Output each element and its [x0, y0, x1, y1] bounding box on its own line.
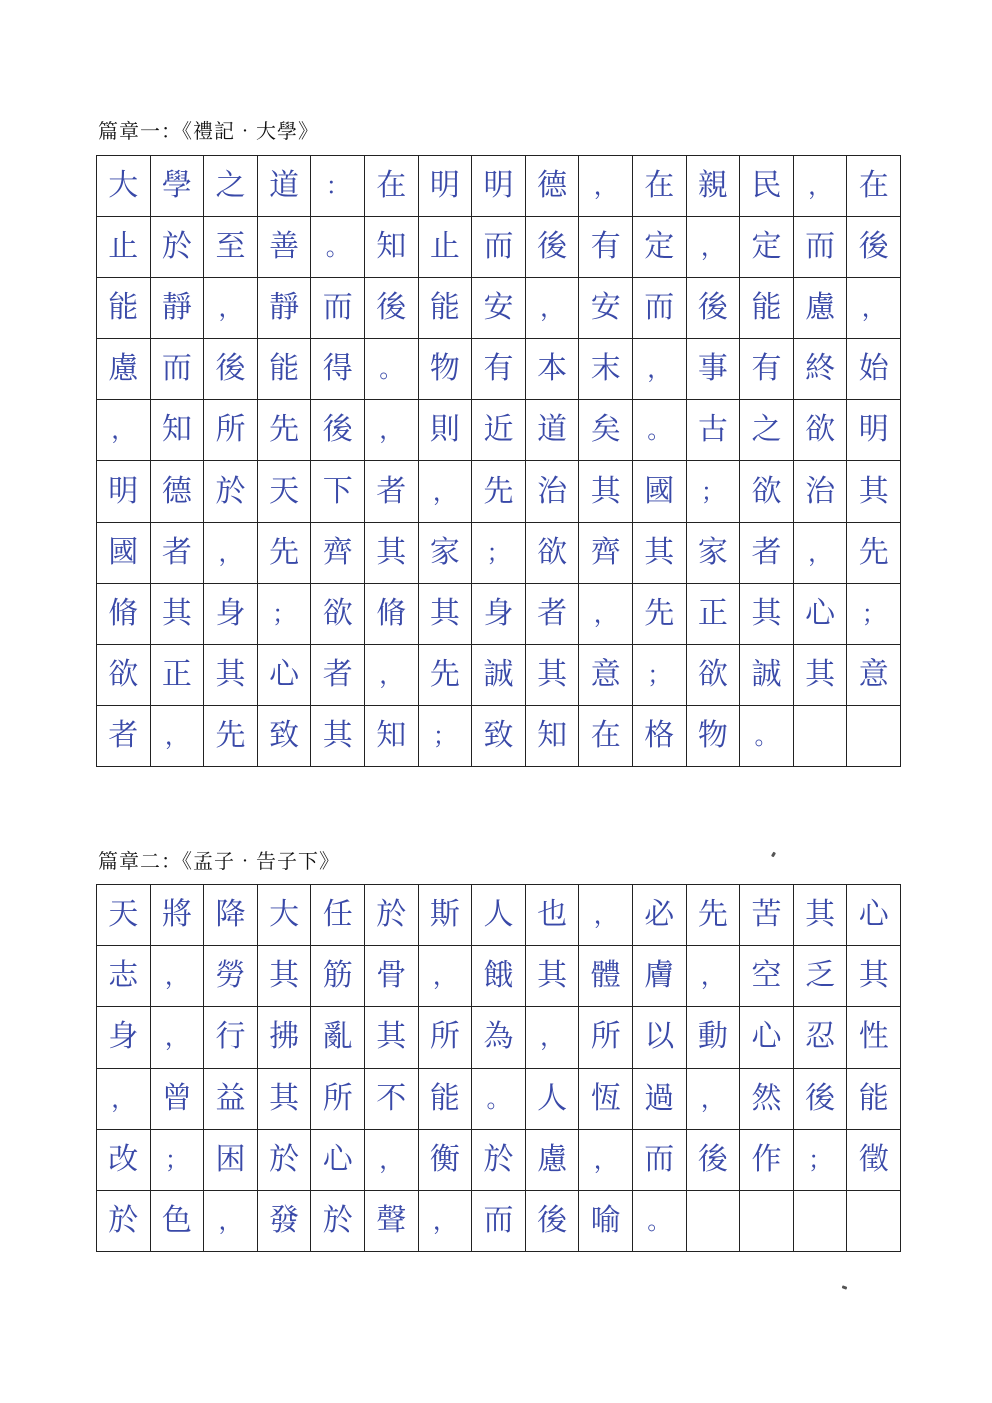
grid-cell: 在 — [579, 706, 633, 767]
grid-cell: 身 — [472, 584, 526, 645]
grid-cell: ， — [847, 278, 901, 339]
grid-cell: ， — [579, 156, 633, 217]
grid-cell: 任 — [311, 885, 365, 946]
grid-cell: 而 — [633, 1130, 687, 1191]
grid-cell: 在 — [633, 156, 687, 217]
grid-cell: ， — [419, 461, 473, 522]
grid-cell: 明 — [419, 156, 473, 217]
grid-cell: 。 — [633, 1191, 687, 1252]
grid-cell: 古 — [687, 400, 741, 461]
grid-cell: ， — [794, 156, 848, 217]
grid-cell: ， — [204, 278, 258, 339]
grid-cell: ； — [794, 1130, 848, 1191]
grid-cell: 格 — [633, 706, 687, 767]
grid-cell: 於 — [365, 885, 419, 946]
grid-cell: 其 — [419, 584, 473, 645]
grid-cell: ， — [151, 946, 205, 1007]
grid-cell: 性 — [847, 1007, 901, 1068]
grid-cell: ， — [687, 946, 741, 1007]
grid-cell: 能 — [847, 1069, 901, 1130]
grid-cell: 末 — [579, 339, 633, 400]
grid-cell: 能 — [97, 278, 151, 339]
grid-cell: 德 — [526, 156, 580, 217]
grid-cell: ， — [204, 523, 258, 584]
grid-cell: 心 — [794, 584, 848, 645]
grid-cell: 其 — [151, 584, 205, 645]
grid-cell: 不 — [365, 1069, 419, 1130]
grid-cell: 道 — [258, 156, 312, 217]
grid-cell: 必 — [633, 885, 687, 946]
grid-cell: 終 — [794, 339, 848, 400]
grid-cell: 其 — [579, 461, 633, 522]
grid-cell: 知 — [365, 706, 419, 767]
grid-cell: 止 — [97, 217, 151, 278]
grid-cell: 心 — [311, 1130, 365, 1191]
grid-cell: 明 — [97, 461, 151, 522]
grid-cell: 所 — [419, 1007, 473, 1068]
grid-cell: 者 — [526, 584, 580, 645]
grid-cell: ， — [204, 1191, 258, 1252]
grid-cell: 於 — [151, 217, 205, 278]
grid-cell: 而 — [311, 278, 365, 339]
grid-cell: 而 — [794, 217, 848, 278]
grid-cell: 先 — [204, 706, 258, 767]
grid-cell: 。 — [365, 339, 419, 400]
grid-cell: 物 — [419, 339, 473, 400]
grid-cell — [740, 1191, 794, 1252]
grid-cell: 有 — [579, 217, 633, 278]
grid-cell: 至 — [204, 217, 258, 278]
grid-cell: 定 — [633, 217, 687, 278]
grid-cell — [687, 1191, 741, 1252]
grid-cell: 德 — [151, 461, 205, 522]
grid-cell: 過 — [633, 1069, 687, 1130]
grid-cell: 始 — [847, 339, 901, 400]
section-2-title: 篇章二：《孟子‧告子下》 — [98, 849, 340, 873]
grid-cell: 而 — [151, 339, 205, 400]
grid-cell: 於 — [311, 1191, 365, 1252]
grid-cell: 致 — [472, 706, 526, 767]
grid-cell: 慮 — [97, 339, 151, 400]
grid-cell — [847, 1191, 901, 1252]
grid-cell: ， — [365, 645, 419, 706]
grid-cell: 安 — [579, 278, 633, 339]
grid-cell: 物 — [687, 706, 741, 767]
grid-cell: ， — [687, 217, 741, 278]
grid-cell: 衡 — [419, 1130, 473, 1191]
grid-cell: 所 — [311, 1069, 365, 1130]
grid-cell: 天 — [258, 461, 312, 522]
grid-cell: ， — [97, 1069, 151, 1130]
grid-cell: 明 — [847, 400, 901, 461]
grid-cell: 先 — [258, 523, 312, 584]
grid-cell: 後 — [526, 217, 580, 278]
grid-cell: 本 — [526, 339, 580, 400]
grid-cell: 空 — [740, 946, 794, 1007]
grid-cell: 志 — [97, 946, 151, 1007]
grid-cell: 能 — [258, 339, 312, 400]
grid-cell: 者 — [365, 461, 419, 522]
grid-cell: 學 — [151, 156, 205, 217]
grid-cell: 餓 — [472, 946, 526, 1007]
grid-cell: 知 — [526, 706, 580, 767]
grid-cell — [794, 1191, 848, 1252]
section-2-grid — [96, 884, 901, 1252]
grid-cell: 者 — [311, 645, 365, 706]
grid-cell: 欲 — [526, 523, 580, 584]
grid-cell: ， — [579, 1130, 633, 1191]
grid-cell: 苦 — [740, 885, 794, 946]
grid-cell: 誠 — [740, 645, 794, 706]
grid-cell: 欲 — [794, 400, 848, 461]
grid-cell: 而 — [472, 1191, 526, 1252]
grid-cell: 曾 — [151, 1069, 205, 1130]
paper-speck — [842, 1285, 848, 1290]
grid-cell: 欲 — [97, 645, 151, 706]
grid-cell: 在 — [847, 156, 901, 217]
grid-cell: 其 — [258, 1069, 312, 1130]
grid-cell: 於 — [472, 1130, 526, 1191]
grid-cell: 其 — [311, 706, 365, 767]
grid-cell: 而 — [633, 278, 687, 339]
grid-cell: 恆 — [579, 1069, 633, 1130]
grid-cell: 身 — [204, 584, 258, 645]
grid-cell: 意 — [579, 645, 633, 706]
grid-cell: 。 — [633, 400, 687, 461]
grid-cell: 正 — [687, 584, 741, 645]
grid-cell: ； — [472, 523, 526, 584]
grid-cell: 骨 — [365, 946, 419, 1007]
grid-cell: 止 — [419, 217, 473, 278]
grid-cell: ： — [311, 156, 365, 217]
grid-cell: 拂 — [258, 1007, 312, 1068]
grid-cell: 能 — [419, 278, 473, 339]
grid-cell: 近 — [472, 400, 526, 461]
grid-cell: 大 — [97, 156, 151, 217]
grid-cell: 其 — [526, 946, 580, 1007]
grid-cell: 色 — [151, 1191, 205, 1252]
grid-cell: 天 — [97, 885, 151, 946]
grid-cell: 後 — [847, 217, 901, 278]
grid-cell: 作 — [740, 1130, 794, 1191]
grid-cell: ； — [419, 706, 473, 767]
grid-cell: 事 — [687, 339, 741, 400]
grid-cell: 也 — [526, 885, 580, 946]
grid-cell: 其 — [794, 645, 848, 706]
grid-cell: 益 — [204, 1069, 258, 1130]
grid-cell: 能 — [740, 278, 794, 339]
grid-cell: 將 — [151, 885, 205, 946]
grid-cell: 然 — [740, 1069, 794, 1130]
grid-cell: 先 — [419, 645, 473, 706]
grid-cell: 後 — [311, 400, 365, 461]
grid-cell: 之 — [204, 156, 258, 217]
grid-cell: ， — [526, 1007, 580, 1068]
grid-cell: 困 — [204, 1130, 258, 1191]
grid-cell: 慮 — [526, 1130, 580, 1191]
grid-cell: ， — [151, 1007, 205, 1068]
grid-cell: 慮 — [794, 278, 848, 339]
grid-cell: 。 — [472, 1069, 526, 1130]
grid-cell: 大 — [258, 885, 312, 946]
grid-cell: ， — [794, 523, 848, 584]
grid-cell: 明 — [472, 156, 526, 217]
grid-cell: ， — [579, 885, 633, 946]
grid-cell: 欲 — [311, 584, 365, 645]
grid-cell: 其 — [365, 1007, 419, 1068]
grid-cell: 後 — [687, 1130, 741, 1191]
grid-cell: 身 — [97, 1007, 151, 1068]
grid-cell: 。 — [740, 706, 794, 767]
grid-cell: 於 — [204, 461, 258, 522]
grid-cell: 脩 — [365, 584, 419, 645]
grid-cell: 勞 — [204, 946, 258, 1007]
grid-cell: 之 — [740, 400, 794, 461]
grid-cell: 靜 — [258, 278, 312, 339]
grid-cell: 體 — [579, 946, 633, 1007]
grid-cell: ， — [365, 1130, 419, 1191]
grid-cell: 其 — [365, 523, 419, 584]
grid-cell: 有 — [740, 339, 794, 400]
grid-cell: 其 — [740, 584, 794, 645]
grid-cell: 人 — [526, 1069, 580, 1130]
grid-cell: 人 — [472, 885, 526, 946]
grid-cell: 在 — [365, 156, 419, 217]
grid-cell: 先 — [847, 523, 901, 584]
grid-cell: 安 — [472, 278, 526, 339]
grid-cell: 先 — [687, 885, 741, 946]
grid-cell: 後 — [204, 339, 258, 400]
grid-cell: 其 — [526, 645, 580, 706]
grid-cell: 膚 — [633, 946, 687, 1007]
grid-cell: 齊 — [579, 523, 633, 584]
grid-cell: 忍 — [794, 1007, 848, 1068]
grid-cell: 後 — [365, 278, 419, 339]
grid-cell: 降 — [204, 885, 258, 946]
grid-cell: 其 — [204, 645, 258, 706]
grid-cell: 而 — [472, 217, 526, 278]
grid-cell: 其 — [847, 461, 901, 522]
grid-cell: 發 — [258, 1191, 312, 1252]
grid-cell: ； — [847, 584, 901, 645]
grid-cell: ， — [97, 400, 151, 461]
grid-cell: 筋 — [311, 946, 365, 1007]
grid-cell: 後 — [526, 1191, 580, 1252]
grid-cell: 改 — [97, 1130, 151, 1191]
grid-cell: 知 — [365, 217, 419, 278]
grid-cell: 後 — [687, 278, 741, 339]
grid-cell: 者 — [151, 523, 205, 584]
grid-cell: ， — [579, 584, 633, 645]
grid-cell: ； — [687, 461, 741, 522]
grid-cell: 下 — [311, 461, 365, 522]
grid-cell: 知 — [151, 400, 205, 461]
grid-cell: 乏 — [794, 946, 848, 1007]
grid-cell: 民 — [740, 156, 794, 217]
grid-cell: 欲 — [687, 645, 741, 706]
grid-cell: 其 — [847, 946, 901, 1007]
section-1-grid — [96, 155, 901, 767]
grid-cell: 正 — [151, 645, 205, 706]
grid-cell: ， — [365, 400, 419, 461]
grid-cell: 。 — [311, 217, 365, 278]
grid-cell: 脩 — [97, 584, 151, 645]
grid-cell: 所 — [579, 1007, 633, 1068]
grid-cell: 欲 — [740, 461, 794, 522]
grid-cell: 家 — [687, 523, 741, 584]
grid-cell: 後 — [794, 1069, 848, 1130]
grid-cell: ， — [151, 706, 205, 767]
grid-cell: 者 — [97, 706, 151, 767]
grid-cell: 為 — [472, 1007, 526, 1068]
grid-cell: 先 — [258, 400, 312, 461]
grid-cell: 者 — [740, 523, 794, 584]
grid-cell: ； — [633, 645, 687, 706]
grid-cell: 心 — [847, 885, 901, 946]
grid-cell: ； — [151, 1130, 205, 1191]
grid-cell: 以 — [633, 1007, 687, 1068]
grid-cell: 其 — [258, 946, 312, 1007]
grid-cell: 聲 — [365, 1191, 419, 1252]
grid-cell: 定 — [740, 217, 794, 278]
grid-cell: 國 — [97, 523, 151, 584]
grid-cell: 亂 — [311, 1007, 365, 1068]
grid-cell: 意 — [847, 645, 901, 706]
grid-cell: 能 — [419, 1069, 473, 1130]
grid-cell: 所 — [204, 400, 258, 461]
grid-cell: 心 — [740, 1007, 794, 1068]
grid-cell: 致 — [258, 706, 312, 767]
grid-cell: 其 — [794, 885, 848, 946]
grid-cell: 徵 — [847, 1130, 901, 1191]
grid-cell: 家 — [419, 523, 473, 584]
grid-cell: 齊 — [311, 523, 365, 584]
grid-cell: 斯 — [419, 885, 473, 946]
grid-cell: ， — [526, 278, 580, 339]
grid-cell — [847, 706, 901, 767]
grid-cell: 矣 — [579, 400, 633, 461]
grid-cell: 則 — [419, 400, 473, 461]
grid-cell: 治 — [526, 461, 580, 522]
grid-cell: ， — [419, 946, 473, 1007]
grid-cell: 有 — [472, 339, 526, 400]
grid-cell: ， — [687, 1069, 741, 1130]
grid-cell: 於 — [258, 1130, 312, 1191]
grid-cell: 喻 — [579, 1191, 633, 1252]
grid-cell: ， — [419, 1191, 473, 1252]
grid-cell — [794, 706, 848, 767]
section-1-title: 篇章一：《禮記‧大學》 — [98, 119, 319, 143]
grid-cell: 靜 — [151, 278, 205, 339]
grid-cell: 親 — [687, 156, 741, 217]
grid-cell: 行 — [204, 1007, 258, 1068]
grid-cell: 先 — [472, 461, 526, 522]
grid-cell: 得 — [311, 339, 365, 400]
grid-cell: 國 — [633, 461, 687, 522]
grid-cell: 心 — [258, 645, 312, 706]
grid-cell: 誠 — [472, 645, 526, 706]
grid-cell: ； — [258, 584, 312, 645]
grid-cell: 治 — [794, 461, 848, 522]
grid-cell: 動 — [687, 1007, 741, 1068]
grid-cell: 善 — [258, 217, 312, 278]
grid-cell: 道 — [526, 400, 580, 461]
grid-cell: 其 — [633, 523, 687, 584]
grid-cell: 於 — [97, 1191, 151, 1252]
grid-cell: 先 — [633, 584, 687, 645]
paper-speck — [771, 852, 776, 858]
grid-cell: ， — [633, 339, 687, 400]
